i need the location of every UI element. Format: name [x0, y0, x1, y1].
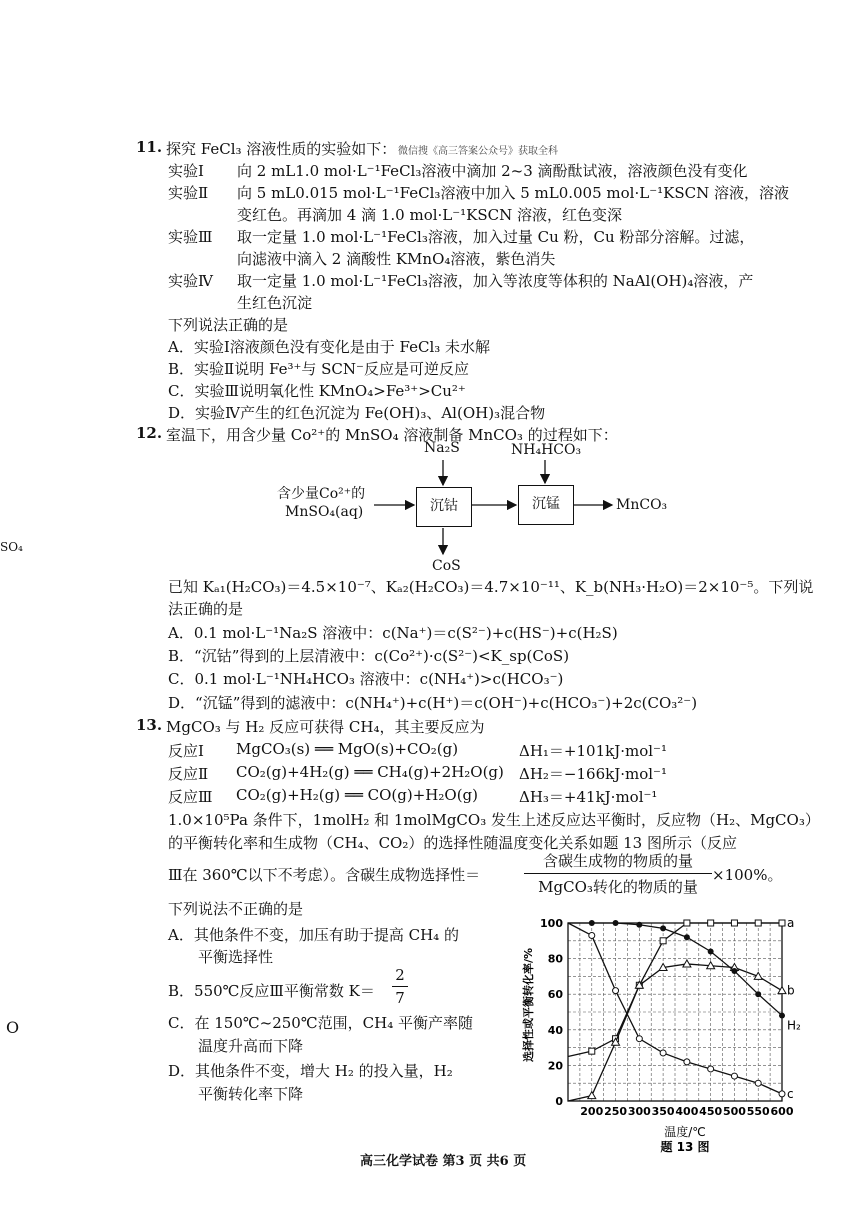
series-label: b [787, 983, 795, 998]
y-tick-label: 40 [547, 1023, 563, 1037]
reaction-label: 反应Ⅱ [168, 765, 209, 783]
condition-text: 1.0×10⁵Pa 条件下，1molH₂ 和 1molMgCO₃ 发生上述反应达平衡时，反应物（H₂、MgCO₃） [168, 811, 820, 829]
question-stem: 探究 FeCl₃ 溶液性质的实验如下： [166, 140, 397, 158]
fraction-numerator: 2 [395, 966, 405, 984]
y-axis-label: 选择性或平衡转化率/% [522, 947, 535, 1063]
option-a-cont: 平衡选择性 [198, 948, 274, 966]
reaction-label: 反应Ⅰ [168, 742, 204, 760]
fraction-bar [524, 873, 712, 874]
x-tick-label: 450 [699, 1105, 723, 1118]
experiment-text: 向滤液中滴入 2 滴酸性 KMnO₄溶液，紫色消失 [237, 250, 556, 268]
question-number: 11. [136, 138, 163, 156]
data-point [755, 991, 761, 997]
margin-fragment: O [6, 1018, 20, 1037]
selectivity-fraction [524, 850, 712, 897]
figure-caption: 题 13 图 [660, 1140, 710, 1154]
y-tick-label: 20 [547, 1059, 563, 1073]
fraction-tail: ×100%。 [712, 866, 783, 884]
y-tick-label: 60 [547, 988, 563, 1002]
watermark-text: 微信搜《高三答案公众号》获取全科 [398, 146, 558, 157]
data-point [778, 987, 786, 994]
reaction-enthalpy: ΔH₂＝−166kJ·mol⁻¹ [519, 765, 667, 783]
known-constants-cont: 法正确的是 [168, 600, 244, 618]
data-point [684, 920, 690, 926]
experiment-label: 实验Ⅳ [168, 272, 213, 290]
flow-arrows [0, 0, 868, 600]
x-tick-label: 300 [627, 1105, 651, 1118]
input-line2: MnSO₄(aq) [285, 504, 364, 520]
experiment-text: 向 5 mL0.015 mol·L⁻¹FeCl₃溶液中加入 5 mL0.005 mol·L⁻¹KSCN 溶液，溶液 [237, 184, 789, 202]
x-axis-label: 温度/℃ [664, 1125, 706, 1139]
option-b[interactable]: B．实验Ⅱ说明 Fe³⁺与 SCN⁻反应是可逆反应 [168, 360, 469, 378]
data-point [684, 934, 690, 940]
question-ask: 下列说法不正确的是 [168, 900, 304, 918]
data-point [588, 1092, 596, 1099]
option-a[interactable]: A．0.1 mol·L⁻¹Na₂S 溶液中：c(Na⁺)＝c(S²⁻)+c(HS⁻)+c(H₂S) [168, 624, 618, 642]
page-footer: 高三化学试卷 第3 页 共6 页 [360, 1154, 527, 1169]
option-a[interactable]: A．实验Ⅰ溶液颜色没有变化是由于 FeCl₃ 未水解 [168, 338, 491, 356]
margin-fragment: SO₄ [0, 540, 23, 554]
reaction-enthalpy: ΔH₁＝+101kJ·mol⁻¹ [519, 742, 667, 760]
option-b-fraction [392, 966, 408, 1007]
experiment-label: 实验Ⅰ [168, 162, 204, 180]
reaction-enthalpy: ΔH₃＝+41kJ·mol⁻¹ [519, 788, 658, 806]
question-stem: MgCO₃ 与 H₂ 反应可获得 CH₄，其主要反应为 [166, 718, 485, 736]
fraction-numerator: 含碳生成物的物质的量 [542, 852, 693, 870]
data-point [589, 920, 595, 926]
experiment-text: 生红色沉淀 [237, 294, 313, 312]
question-number: 12. [136, 424, 163, 442]
question-stem: 室温下，用含少量 Co²⁺的 MnSO₄ 溶液制备 MnCO₃ 的过程如下： [166, 426, 618, 444]
y-tick-label: 100 [540, 917, 563, 930]
data-point [708, 948, 714, 954]
series-label: H₂ [787, 1018, 801, 1033]
x-tick-label: 600 [770, 1105, 794, 1118]
data-point [636, 922, 642, 928]
experiment-text: 变红色。再滴加 4 滴 1.0 mol·L⁻¹KSCN 溶液，红色变深 [237, 206, 623, 224]
data-point [779, 1013, 785, 1019]
data-point [660, 938, 666, 944]
data-point [660, 925, 666, 931]
experiment-text: 取一定量 1.0 mol·L⁻¹FeCl₃溶液，加入等浓度等体积的 NaAl(OH)₄溶液，产 [237, 272, 754, 290]
experiment-label: 实验Ⅱ [168, 184, 209, 202]
known-constants: 已知 Kₐ₁(H₂CO₃)＝4.5×10⁻⁷、Kₐ₂(H₂CO₃)＝4.7×10⁻¹¹、K_b(NH₃·H₂O)＝2×10⁻⁵。下列说 [168, 578, 814, 596]
option-c[interactable]: C．0.1 mol·L⁻¹NH₄HCO₃ 溶液中：c(NH₄⁺)>c(HCO₃⁻) [168, 670, 564, 688]
chart-grid [568, 923, 782, 1101]
reaction-equation: CO₂(g)+H₂(g) ══ CO(g)+H₂O(g) [236, 786, 479, 804]
y-tick-label: 80 [547, 952, 563, 966]
reaction-equation: MgCO₃(s) ══ MgO(s)+CO₂(g) [236, 740, 459, 758]
data-point [589, 932, 595, 938]
step-precipitate-cobalt: 沉钴 [416, 487, 472, 527]
option-c[interactable]: C．在 150℃~250℃范围，CH₄ 平衡产率随 [168, 1014, 473, 1032]
chart-ticks [540, 917, 794, 1118]
data-point [779, 920, 785, 926]
step-precipitate-manganese: 沉锰 [518, 485, 574, 525]
fraction-denominator: 7 [395, 989, 405, 1007]
condition-text: Ⅲ在 360℃以下不考虑）。含碳生成物选择性＝ [168, 866, 481, 884]
data-point [613, 988, 619, 994]
option-b[interactable]: B．550℃反应Ⅲ平衡常数 K＝ [168, 982, 375, 1000]
data-point [755, 920, 761, 926]
experiment-text: 取一定量 1.0 mol·L⁻¹FeCl₃溶液，加入过量 Cu 粉，Cu 粉部分溶解。过滤， [237, 228, 755, 246]
data-point [636, 1036, 642, 1042]
option-b[interactable]: B．“沉钴”得到的上层清液中：c(Co²⁺)·c(S²⁻)<K_sp(CoS) [168, 647, 570, 665]
y-tick-label: 0 [555, 1095, 563, 1108]
option-a[interactable]: A．其他条件不变，加压有助于提高 CH₄ 的 [168, 926, 459, 944]
option-d[interactable]: D．“沉锰”得到的滤液中：c(NH₄⁺)+c(H⁺)＝c(OH⁻)+c(HCO₃⁻)+2c(CO₃²⁻) [168, 694, 698, 712]
condition-text: 的平衡转化率和生成物（CH₄、CO₂）的选择性随温度变化关系如题 13 图所示（反应 [168, 834, 737, 852]
data-point [755, 1080, 761, 1086]
reaction-label: 反应Ⅲ [168, 788, 213, 806]
option-c-cont: 温度升高而下降 [198, 1037, 304, 1055]
data-point [708, 1066, 714, 1072]
experiment-label: 实验Ⅲ [168, 228, 213, 246]
data-point [731, 920, 737, 926]
data-point [660, 1050, 666, 1056]
data-point [731, 1073, 737, 1079]
data-point [589, 1048, 595, 1054]
option-c[interactable]: C．实验Ⅲ说明氧化性 KMnO₄>Fe³⁺>Cu²⁺ [168, 382, 466, 400]
option-d[interactable]: D．实验Ⅳ产生的红色沉淀为 Fe(OH)₃、Al(OH)₃混合物 [168, 404, 546, 422]
x-tick-label: 250 [604, 1105, 628, 1118]
series-label: a [787, 916, 795, 930]
data-point [731, 968, 737, 974]
experiment-text: 向 2 mL1.0 mol·L⁻¹FeCl₃溶液中滴加 2~3 滴酚酞试液，溶液颜色没有变化 [237, 162, 748, 180]
data-point [613, 920, 619, 926]
chart-series [568, 916, 801, 1101]
question-ask: 下列说法正确的是 [168, 316, 289, 334]
fraction-denominator: MgCO₃转化的物质的量 [538, 878, 698, 896]
x-tick-label: 550 [746, 1105, 770, 1118]
input-line1: 含少量Co²⁺的 [277, 486, 366, 502]
x-tick-label: 200 [580, 1105, 604, 1118]
question-number: 13. [136, 716, 163, 734]
reaction-equation: CO₂(g)+4H₂(g) ══ CH₄(g)+2H₂O(g) [236, 763, 504, 781]
series-label: c [787, 1086, 794, 1101]
reagent-nh4hco3: NH₄HCO₃ [511, 442, 582, 458]
x-tick-label: 500 [722, 1105, 746, 1118]
fraction-bar [392, 986, 408, 987]
x-tick-label: 400 [675, 1105, 699, 1118]
x-tick-label: 350 [651, 1105, 675, 1118]
data-point [779, 1091, 785, 1097]
data-point [708, 920, 714, 926]
byproduct-cos: CoS [432, 558, 461, 574]
data-point [684, 1059, 690, 1065]
option-d-cont: 平衡转化率下降 [198, 1085, 304, 1103]
reagent-na2s: Na₂S [424, 440, 460, 456]
data-point [683, 960, 691, 967]
figure-13-chart [520, 905, 810, 1155]
product-mnco3: MnCO₃ [616, 497, 668, 513]
option-d[interactable]: D．其他条件不变，增大 H₂ 的投入量，H₂ [168, 1062, 453, 1080]
